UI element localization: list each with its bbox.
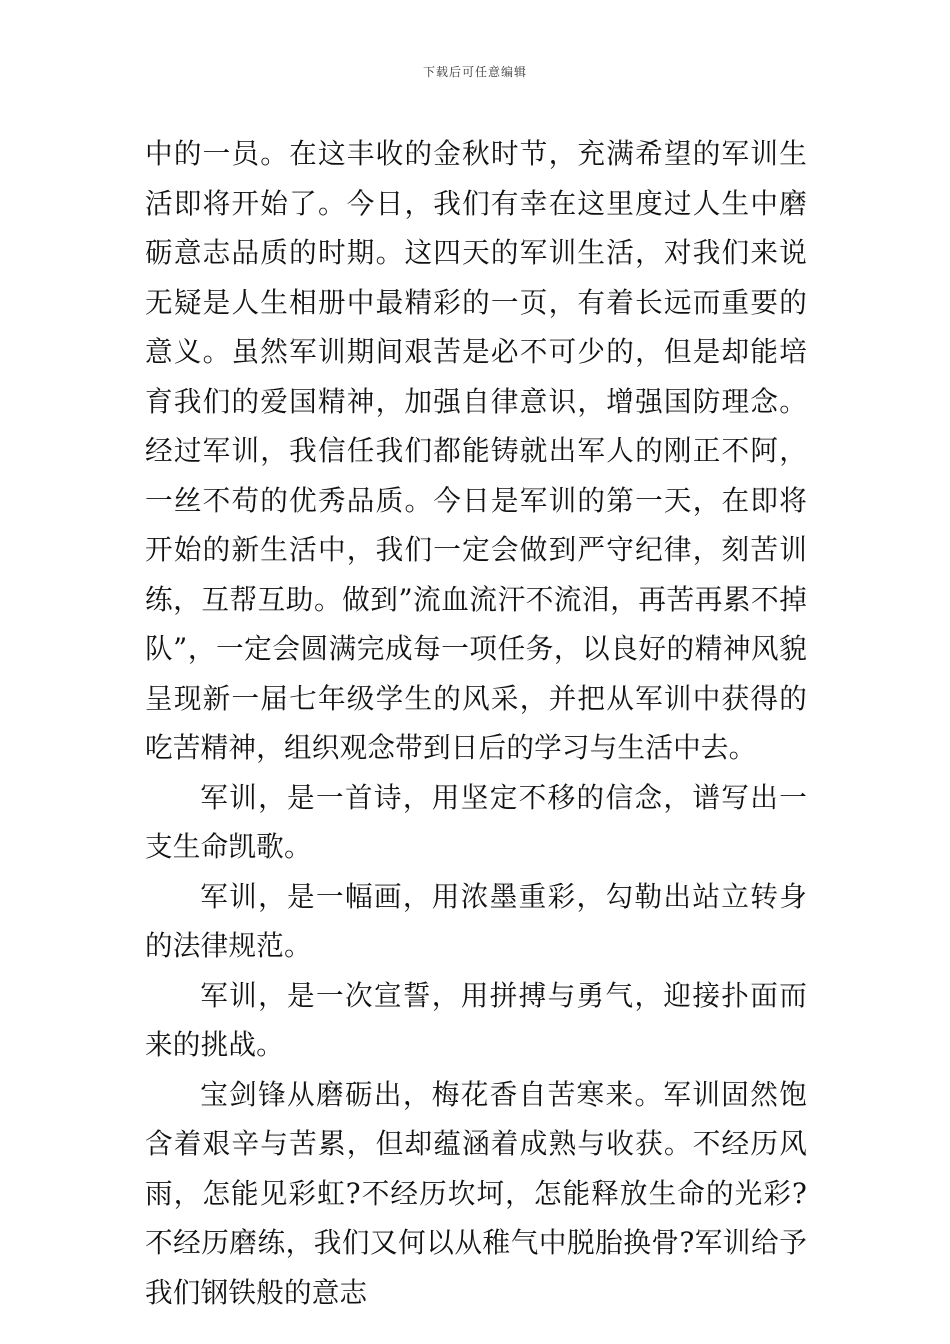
document-body: [145, 129, 807, 1317]
paragraph-military-training-opening: 中的一员。在这丰收的金秋时节，充满希望的军训生活即将开始了。今日，我们有幸在这里度过人生中磨砺意志品质的时期。这四天的军训生活，对我们来说无疑是人生相册中最精彩的一页，有着长远而重要的意义。虽然军训期间艰苦是必不可少的，但是却能培育我们的爱国精神，加强自律意识，增强国防理念。经过军训，我信任我们都能铸就出军人的刚正不阿，一丝不苟的优秀品质。今日是军训的第一天，在即将开始的新生活中，我们一定会做到严守纪律，刻苦训练，互帮互助。做到”流血流汗不流泪，再苦再累不掉队”，一定会圆满完成每一项任务，以良好的精神风貌呈现新一届七年级学生的风采，并把从军训中获得的吃苦精神，组织观念带到日后的学习与生活中去。: [145, 137, 807, 764]
paragraph-training-is-oath: 军训，是一次宣誓，用拼搏与勇气，迎接扑面而来的挑战。: [145, 978, 807, 1061]
page-header: 下载后可任意编辑: [422, 65, 527, 79]
paragraph-training-is-poem: 军训，是一首诗，用坚定不移的信念，谱写出一支生命凯歌。: [145, 780, 807, 863]
paragraph-sword-and-plum: 宝剑锋从磨砺出，梅花香自苦寒来。军训固然饱含着艰辛与苦累，但却蕴涵着成熟与收获。不经历风雨，怎能见彩虹?不经历坎坷，怎能释放生命的光彩?不经历磨练，我们又何以从稚气中脱胎换骨?军训给予我们钢铁般的意志: [145, 1077, 807, 1309]
paragraph-training-is-painting: 军训，是一幅画，用浓墨重彩，勾勒出站立转身的法律规范。: [145, 879, 807, 962]
